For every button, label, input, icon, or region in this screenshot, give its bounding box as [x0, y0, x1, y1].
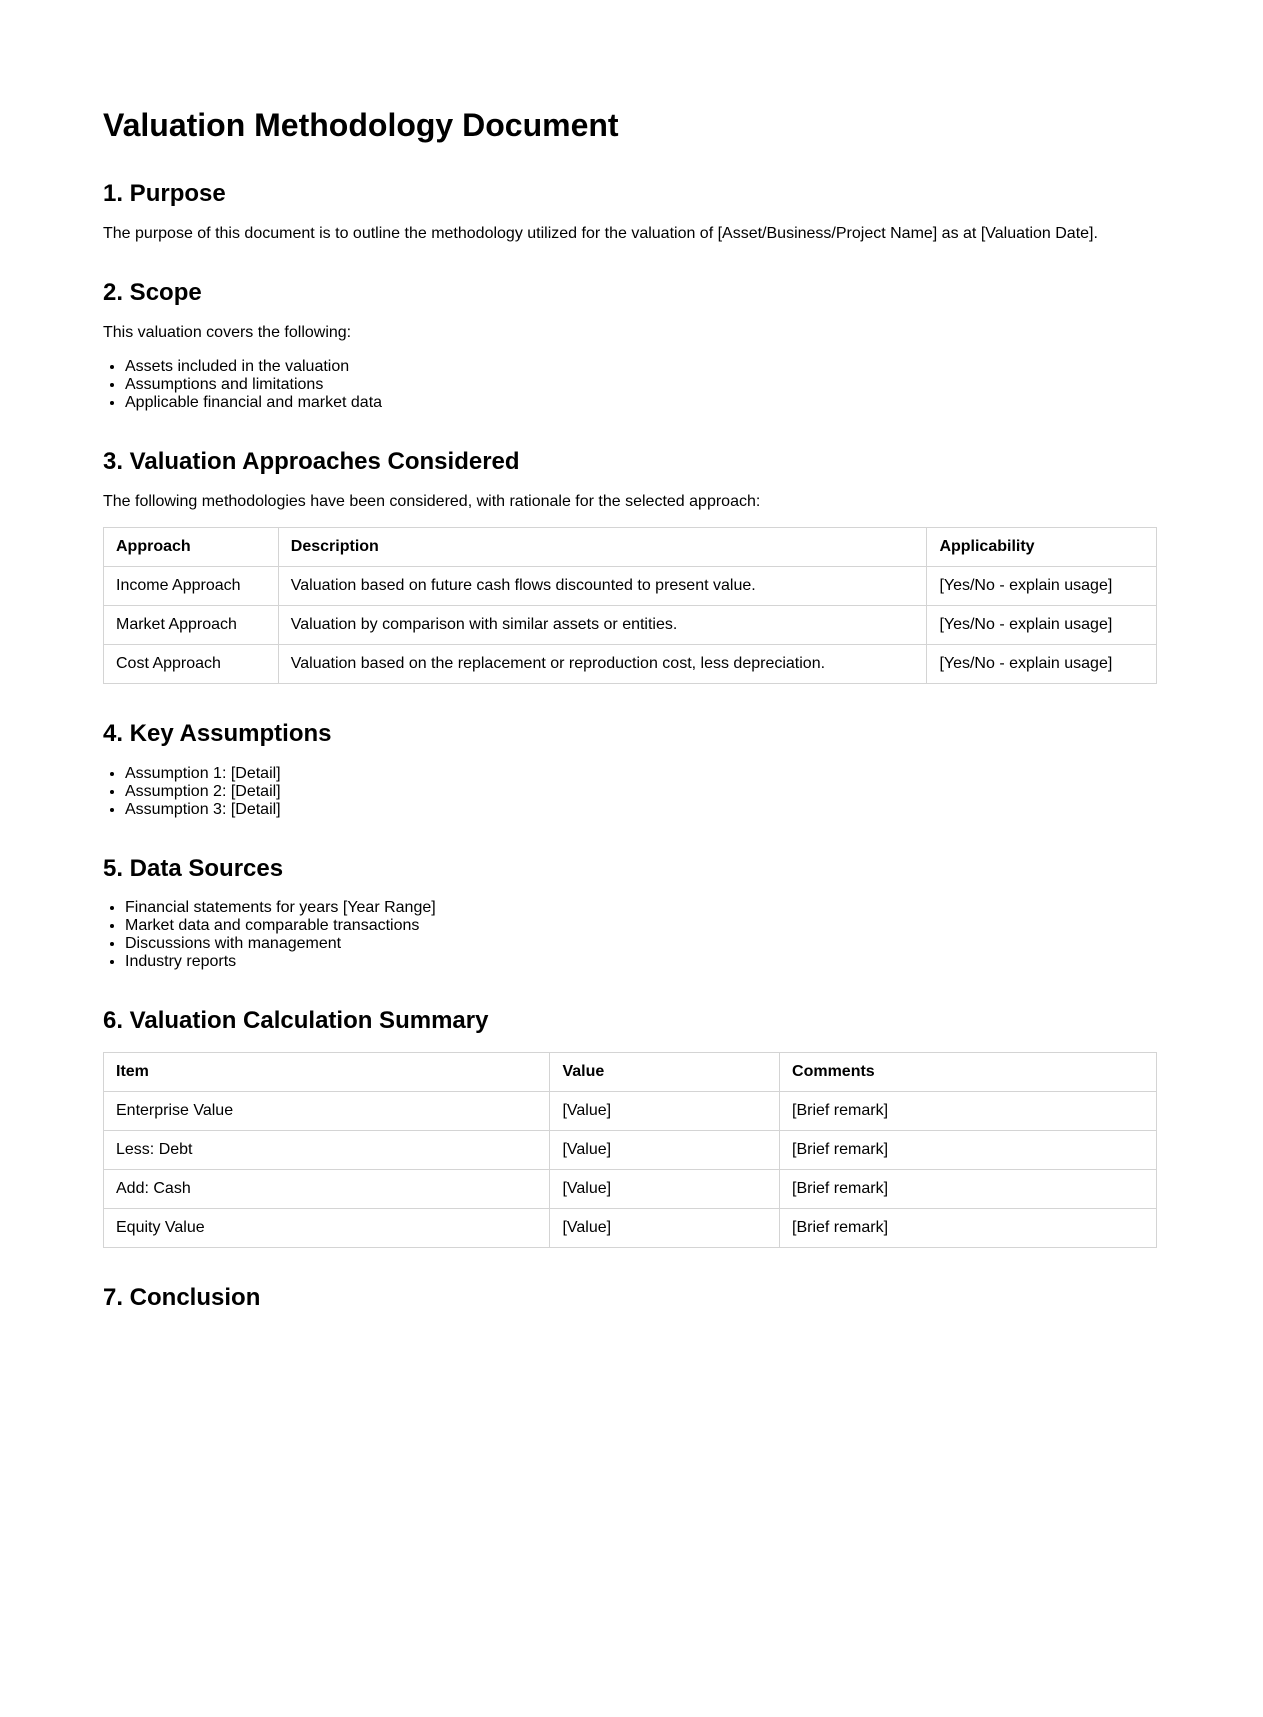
purpose-paragraph: The purpose of this document is to outline the methodology utilized for the valuation of [Asset/Business/Project Name] as at [Valuation Date].	[103, 225, 1098, 243]
calculation-table	[103, 1052, 1157, 1248]
column-header: Item	[104, 1053, 550, 1092]
table-row	[104, 1170, 1157, 1209]
list-item: • Assumption 3: [Detail]	[125, 801, 1157, 819]
section-heading-scope: 2. Scope	[103, 279, 202, 307]
table-cell: Valuation based on the replacement or reproduction cost, less depreciation.	[278, 644, 927, 683]
table-cell: [Brief remark]	[780, 1170, 1157, 1209]
table-cell: Cost Approach	[104, 644, 279, 683]
table-cell: [Yes/No - explain usage]	[927, 605, 1157, 644]
list-item: • Financial statements for years [Year Range]	[125, 899, 1157, 917]
data-sources-list	[103, 899, 1157, 971]
table-cell: Valuation based on future cash flows discounted to present value.	[278, 566, 927, 605]
table-row	[104, 1092, 1157, 1131]
list-item: • Market data and comparable transactions	[125, 917, 1157, 935]
list-item: • Industry reports	[125, 953, 1157, 971]
table-cell: Enterprise Value	[104, 1092, 550, 1131]
table-cell: [Value]	[550, 1131, 780, 1170]
section-heading-approaches: 3. Valuation Approaches Considered	[103, 447, 520, 475]
table-cell: [Brief remark]	[780, 1131, 1157, 1170]
table-cell: [Value]	[550, 1170, 780, 1209]
column-header: Applicability	[927, 527, 1157, 566]
scope-intro: This valuation covers the following:	[103, 323, 352, 341]
list-item: • Assumptions and limitations	[125, 376, 1157, 394]
table-cell: Income Approach	[104, 566, 279, 605]
table-cell: [Value]	[550, 1092, 780, 1131]
list-item: • Applicable financial and market data	[125, 394, 1157, 412]
table-cell: Equity Value	[104, 1209, 550, 1248]
column-header: Approach	[104, 527, 279, 566]
approaches-table	[103, 527, 1157, 684]
list-item: • Discussions with management	[125, 935, 1157, 953]
assumptions-list	[103, 765, 1157, 819]
list-item: • Assets included in the valuation	[125, 358, 1157, 376]
table-row	[104, 605, 1157, 644]
table-cell: Market Approach	[104, 605, 279, 644]
scope-list	[103, 358, 1157, 412]
table-cell: Valuation by comparison with similar assets or entities.	[278, 605, 927, 644]
section-heading-purpose: 1. Purpose	[103, 180, 226, 208]
section-heading-calculation: 6. Valuation Calculation Summary	[103, 1007, 489, 1035]
column-header: Value	[550, 1053, 780, 1092]
approaches-intro: The following methodologies have been considered, with rationale for the selected approach:	[103, 492, 761, 510]
table-cell: [Value]	[550, 1209, 780, 1248]
document-title: Valuation Methodology Document	[103, 107, 619, 143]
table-row	[104, 566, 1157, 605]
column-header: Description	[278, 527, 927, 566]
section-heading-data-sources: 5. Data Sources	[103, 854, 284, 882]
table-cell: [Yes/No - explain usage]	[927, 644, 1157, 683]
table-cell: [Yes/No - explain usage]	[927, 566, 1157, 605]
table-header-row	[104, 527, 1157, 566]
table-row	[104, 1131, 1157, 1170]
document-content	[0, 106, 1263, 1403]
document-page	[0, 106, 1263, 1717]
column-header: Comments	[780, 1053, 1157, 1092]
list-item: • Assumption 2: [Detail]	[125, 783, 1157, 801]
table-cell: [Brief remark]	[780, 1092, 1157, 1131]
table-cell: Less: Debt	[104, 1131, 550, 1170]
table-cell: [Brief remark]	[780, 1209, 1157, 1248]
list-item: • Assumption 1: [Detail]	[125, 765, 1157, 783]
section-heading-assumptions: 4. Key Assumptions	[103, 719, 332, 747]
table-row	[104, 644, 1157, 683]
table-row	[104, 1209, 1157, 1248]
table-cell: Add: Cash	[104, 1170, 550, 1209]
section-heading-conclusion: 7. Conclusion	[103, 1284, 261, 1312]
table-header-row	[104, 1053, 1157, 1092]
